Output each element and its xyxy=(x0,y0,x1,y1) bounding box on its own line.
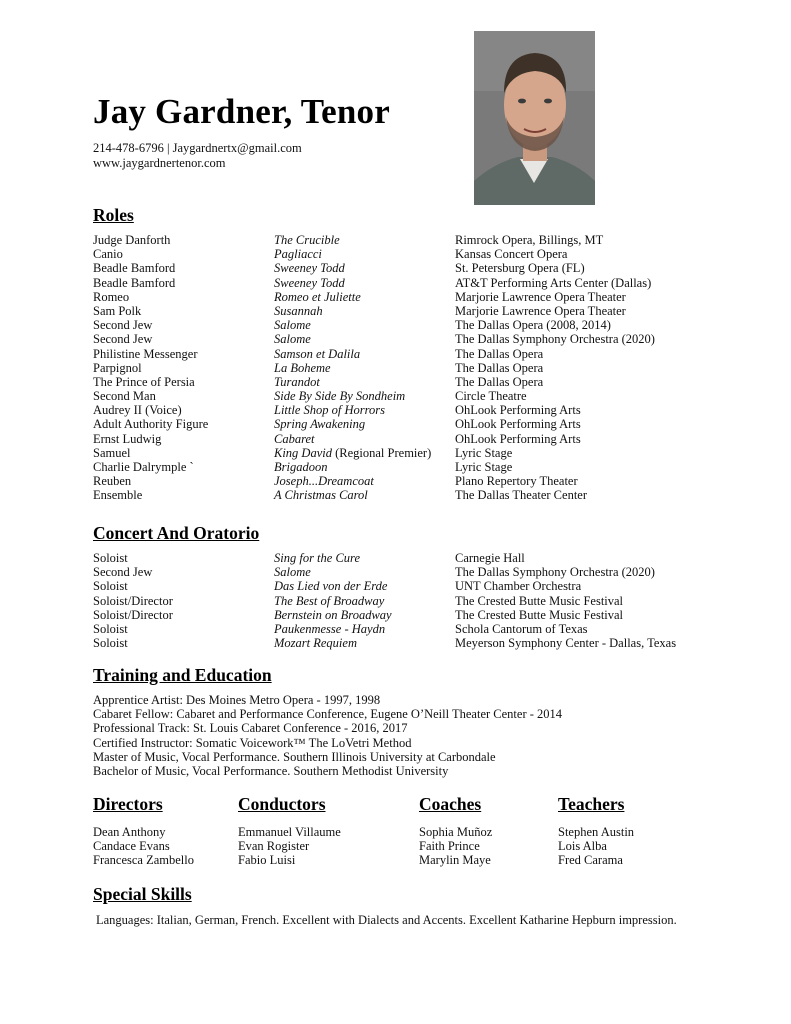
role-name: Soloist xyxy=(93,636,128,651)
production-title: Joseph...Dreamcoat xyxy=(274,474,374,489)
roles-heading: Roles xyxy=(93,205,134,225)
conductor-name: Fabio Luisi xyxy=(238,853,296,868)
company-name: Marjorie Lawrence Opera Theater xyxy=(455,289,626,304)
production-title-cell xyxy=(274,247,322,261)
teacher-name: Lois Alba xyxy=(558,839,607,854)
production-title-cell xyxy=(274,276,345,290)
production-title-cell xyxy=(274,361,331,375)
production-title: Salome xyxy=(274,318,311,333)
production-title-cell xyxy=(274,474,374,488)
company-name: The Dallas Symphony Orchestra (2020) xyxy=(455,332,655,347)
production-title: Little Shop of Horrors xyxy=(274,403,386,418)
company-name: Lyric Stage xyxy=(455,460,513,474)
teachers-column xyxy=(558,794,634,868)
company-name: OhLook Performing Arts xyxy=(455,403,581,418)
company-name: St. Petersburg Opera (FL) xyxy=(455,261,585,276)
coach-name: Marylin Maye xyxy=(419,853,491,868)
contact-info xyxy=(93,141,302,171)
training-heading: Training and Education xyxy=(93,665,272,685)
production-title: Salome xyxy=(274,565,311,580)
production-title-cell xyxy=(274,261,345,275)
production-title: Bernstein on Broadway xyxy=(274,607,392,622)
conductors-column xyxy=(238,794,341,868)
role-name: Adult Authority Figure xyxy=(93,417,209,432)
concert-heading: Concert And Oratorio xyxy=(93,523,260,543)
production-title-cell xyxy=(274,636,357,650)
company-name: The Crested Butte Music Festival xyxy=(455,593,624,608)
production-title: Sweeney Todd xyxy=(274,261,345,276)
role-name: Philistine Messenger xyxy=(93,346,198,361)
training-item: Cabaret Fellow: Cabaret and Performance Conference, Eugene O’Neill Theater Center - 2014 xyxy=(93,707,563,722)
role-name: Soloist/Director xyxy=(93,593,173,608)
company-name: Circle Theatre xyxy=(455,389,527,404)
headshot-image xyxy=(474,31,595,205)
production-title: Das Lied von der Erde xyxy=(274,579,388,594)
training-item: Master of Music, Vocal Performance. Southern Illinois University at Carbondale xyxy=(93,749,496,764)
production-title: A Christmas Carol xyxy=(274,488,368,503)
role-name: Soloist xyxy=(93,551,128,565)
production-title: Turandot xyxy=(274,374,320,389)
production-title-cell xyxy=(274,417,365,431)
production-title: King David xyxy=(274,445,332,460)
production-note: (Regional Premier) xyxy=(331,445,432,460)
production-title: Mozart Requiem xyxy=(274,636,357,651)
coaches-heading: Coaches xyxy=(419,794,482,814)
role-name: Soloist xyxy=(93,579,128,594)
production-title: Paukenmesse - Haydn xyxy=(274,621,386,636)
coach-name: Sophia Muñoz xyxy=(419,825,493,839)
company-name: Schola Cantorum of Texas xyxy=(455,621,588,636)
company-name: AT&T Performing Arts Center (Dallas) xyxy=(455,275,652,290)
conductor-name: Emmanuel Villaume xyxy=(238,825,341,839)
skills-heading: Special Skills xyxy=(93,884,192,904)
company-name: The Crested Butte Music Festival xyxy=(455,607,624,622)
production-title-cell xyxy=(274,332,311,346)
production-title-cell xyxy=(274,608,392,622)
company-name: The Dallas Opera xyxy=(455,360,544,375)
role-name: Ensemble xyxy=(93,488,143,503)
production-title-cell xyxy=(274,389,405,403)
company-name: The Dallas Opera xyxy=(455,374,544,389)
page-title: Jay Gardner, Tenor xyxy=(93,92,390,131)
company-name: The Dallas Symphony Orchestra (2020) xyxy=(455,565,655,580)
role-name: Soloist xyxy=(93,621,128,636)
company-name: UNT Chamber Orchestra xyxy=(455,579,582,594)
company-name: The Dallas Opera xyxy=(455,346,544,361)
production-title: The Crucible xyxy=(274,233,340,247)
role-name: Sam Polk xyxy=(93,303,142,318)
role-name: Reuben xyxy=(93,474,132,489)
production-title: Romeo et Juliette xyxy=(274,289,361,304)
company-name: OhLook Performing Arts xyxy=(455,431,581,446)
conductors-heading: Conductors xyxy=(238,794,326,814)
role-name: Beadle Bamford xyxy=(93,261,176,276)
production-title-cell xyxy=(274,551,360,565)
contact-phone-email: 214-478-6796 | Jaygardnertx@gmail.com xyxy=(93,141,302,155)
headshot-photo xyxy=(474,31,595,205)
production-title: The Best of Broadway xyxy=(274,593,385,608)
role-name: Samuel xyxy=(93,445,131,460)
role-name: Soloist/Director xyxy=(93,607,173,622)
role-name: Second Jew xyxy=(93,332,153,347)
production-title: Side By Side By Sondheim xyxy=(274,389,406,404)
company-name: OhLook Performing Arts xyxy=(455,417,581,432)
production-title-cell xyxy=(274,594,384,608)
production-title-cell xyxy=(274,290,361,304)
coach-name: Faith Prince xyxy=(419,839,480,854)
role-name: Parpignol xyxy=(93,360,142,375)
role-name: Judge Danforth xyxy=(93,233,171,247)
production-title-cell xyxy=(274,304,323,318)
production-title-cell xyxy=(274,460,327,474)
role-name: Audrey II (Voice) xyxy=(93,403,182,418)
production-title-cell xyxy=(274,622,385,636)
company-name: Marjorie Lawrence Opera Theater xyxy=(455,303,626,318)
production-title: Susannah xyxy=(274,303,323,318)
production-title-cell xyxy=(274,579,387,593)
coaches-column xyxy=(419,794,492,868)
directors-heading: Directors xyxy=(93,794,163,814)
directors-column xyxy=(93,794,194,868)
production-title: Samson et Dalila xyxy=(274,346,361,361)
production-title-cell xyxy=(274,403,385,417)
production-title-cell xyxy=(274,318,311,332)
training-item: Apprentice Artist: Des Moines Metro Opera - 1997, 1998 xyxy=(93,693,381,707)
company-name: Meyerson Symphony Center - Dallas, Texas xyxy=(455,636,677,651)
company-name: Plano Repertory Theater xyxy=(455,474,578,489)
conductor-name: Evan Rogister xyxy=(238,839,310,854)
teacher-name: Stephen Austin xyxy=(558,825,635,839)
company-name: The Dallas Opera (2008, 2014) xyxy=(455,318,611,333)
training-item: Bachelor of Music, Vocal Performance. Southern Methodist University xyxy=(93,764,449,779)
teacher-name: Fred Carama xyxy=(558,853,623,868)
production-title: Pagliacci xyxy=(274,247,322,262)
role-name: Second Jew xyxy=(93,318,153,333)
production-title: Spring Awakening xyxy=(274,417,366,432)
production-title-cell xyxy=(274,488,368,502)
production-title-cell xyxy=(274,347,360,361)
contact-website: www.jaygardnertenor.com xyxy=(93,156,226,170)
role-name: Second Jew xyxy=(93,565,153,580)
production-title: Sing for the Cure xyxy=(274,551,360,565)
role-name: The Prince of Persia xyxy=(93,374,195,389)
role-name: Romeo xyxy=(93,289,130,304)
production-title-cell xyxy=(274,446,431,460)
director-name: Candace Evans xyxy=(93,839,170,854)
production-title-cell xyxy=(274,375,320,389)
role-name: Ernst Ludwig xyxy=(93,431,162,446)
production-title: Sweeney Todd xyxy=(274,275,345,290)
production-title: Salome xyxy=(274,332,311,347)
skills-text: Languages: Italian, German, French. Excellent with Dialects and Accents. Excellent Katharine Hepburn impression. xyxy=(96,913,677,927)
company-name: Lyric Stage xyxy=(455,445,513,460)
production-title: La Boheme xyxy=(274,360,331,375)
role-name: Second Man xyxy=(93,389,156,404)
role-name: Canio xyxy=(93,247,123,262)
training-item: Certified Instructor: Somatic Voicework™ The LoVetri Method xyxy=(93,735,412,750)
company-name: The Dallas Theater Center xyxy=(455,488,588,503)
role-name: Charlie Dalrymple ` xyxy=(93,460,194,474)
production-title: Brigadoon xyxy=(274,460,328,474)
company-name: Rimrock Opera, Billings, MT xyxy=(455,233,604,247)
production-title-cell xyxy=(274,565,311,579)
role-name: Beadle Bamford xyxy=(93,275,176,290)
teachers-heading: Teachers xyxy=(558,794,625,814)
production-title-cell xyxy=(274,233,340,247)
production-title-cell xyxy=(274,432,315,446)
director-name: Francesca Zambello xyxy=(93,853,194,868)
training-item: Professional Track: St. Louis Cabaret Conference - 2016, 2017 xyxy=(93,721,408,736)
company-name: Kansas Concert Opera xyxy=(455,247,568,262)
director-name: Dean Anthony xyxy=(93,825,166,839)
training-list xyxy=(93,693,562,778)
company-name: Carnegie Hall xyxy=(455,551,525,565)
production-title: Cabaret xyxy=(274,431,315,446)
